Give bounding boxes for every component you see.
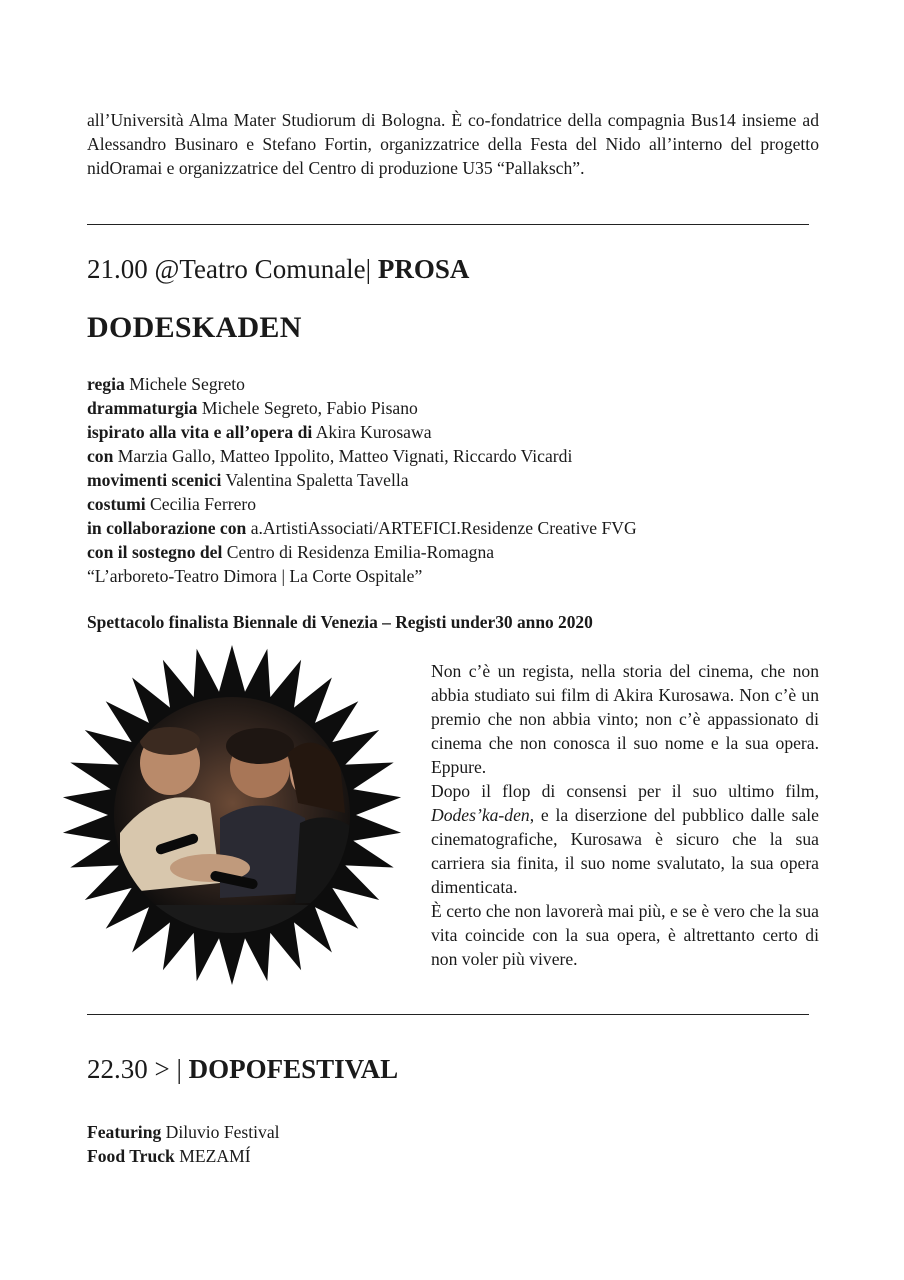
credit-label: drammaturgia: [87, 398, 198, 418]
description-paragraph: [431, 779, 819, 899]
credit-label: ispirato alla vita e all’opera di: [87, 422, 313, 442]
credit-label: regia: [87, 374, 125, 394]
credit-value: Centro di Residenza Emilia-Romagna: [222, 542, 495, 562]
description-paragraph: Non c’è un regista, nella storia del cinema, che non abbia studiato sui film di Akira Kurosawa. Non c’è un premio che non abbia vinto; non c’è appassionato di cinema che non conosca il suo nome e la sua opera. Eppure.: [431, 661, 819, 777]
credit-line: [87, 396, 823, 420]
credit-value: Akira Kurosawa: [312, 422, 432, 442]
credit-label: costumi: [87, 494, 146, 514]
credit-line: [87, 420, 823, 444]
credit-value: “L’arboreto-Teatro Dimora | La Corte Ospitale”: [87, 566, 423, 586]
credit-label: in collaborazione con: [87, 518, 247, 538]
finalist-note: Spettacolo finalista Biennale di Venezia – Registi under30 anno 2020: [87, 612, 593, 632]
event-category: DOPOFESTIVAL: [188, 1054, 399, 1084]
credit-line: [87, 564, 823, 588]
credit-value: Cecilia Ferrero: [145, 494, 257, 514]
credit-value: Michele Segreto, Fabio Pisano: [197, 398, 418, 418]
bio-paragraph: [87, 108, 819, 180]
show-photo-starburst: [60, 643, 405, 988]
credit-line: [87, 468, 823, 492]
credit-line: [87, 372, 823, 396]
description-text: Dopo il flop di consensi per il suo ultimo film,: [431, 781, 819, 801]
credit-label: con: [87, 446, 114, 466]
detail-line: [87, 1144, 280, 1168]
film-title: Dodes’ka-den: [431, 805, 530, 825]
event-category: PROSA: [377, 254, 470, 284]
credit-label: movimenti scenici: [87, 470, 222, 490]
credit-line: [87, 444, 823, 468]
credit-label: con il sostegno del: [87, 542, 223, 562]
description-text: , e la diserzione del pubblico dalle sale cinematografiche, Kurosawa è sicuro che la sua carriera sia finita, il suo nome svalutato, la sua opera dimenticata.: [431, 805, 819, 897]
detail-value: MEZAMÍ: [174, 1146, 251, 1166]
bio-text: all’Università Alma Mater Studiorum di Bologna. È co-fondatrice della compagnia Bus14 insieme ad Alessandro Businaro e Stefano Fortin, organizzatrice della Festa del Nido all’interno del progetto nidOramai e organizzatrice del Centro di produzione U35 “Pallaksch”.: [87, 110, 819, 178]
show-description: [431, 659, 819, 971]
detail-label: Food Truck: [87, 1146, 175, 1166]
divider-bottom: [87, 1014, 809, 1015]
description-paragraph: È certo che non lavorerà mai più, e se è vero che la sua vita coincide con la sua opera, è altrettanto certo di non voler più vivere.: [431, 901, 819, 969]
detail-line: [87, 1120, 280, 1144]
credit-line: [87, 516, 823, 540]
dopofestival-details: [87, 1120, 280, 1168]
credit-value: Valentina Spaletta Tavella: [221, 470, 409, 490]
show-title: DODESKADEN: [87, 311, 302, 344]
event-time: 22.30 > |: [87, 1054, 189, 1084]
event-header-dopofestival: [87, 1053, 398, 1085]
detail-value: Diluvio Festival: [161, 1122, 280, 1142]
credit-line: [87, 540, 823, 564]
credit-value: a.ArtistiAssociati/ARTEFICI.Residenze Creative FVG: [246, 518, 637, 538]
document-page: [87, 0, 823, 1280]
credit-value: Michele Segreto: [124, 374, 245, 394]
detail-label: Featuring: [87, 1122, 162, 1142]
credit-line: [87, 492, 823, 516]
divider-top: [87, 224, 809, 225]
credit-value: Marzia Gallo, Matteo Ippolito, Matteo Vignati, Riccardo Vicardi: [113, 446, 573, 466]
event-time-venue: 21.00 @Teatro Comunale|: [87, 254, 378, 284]
credits-list: [87, 372, 823, 588]
event-header-prosa: [87, 253, 469, 285]
